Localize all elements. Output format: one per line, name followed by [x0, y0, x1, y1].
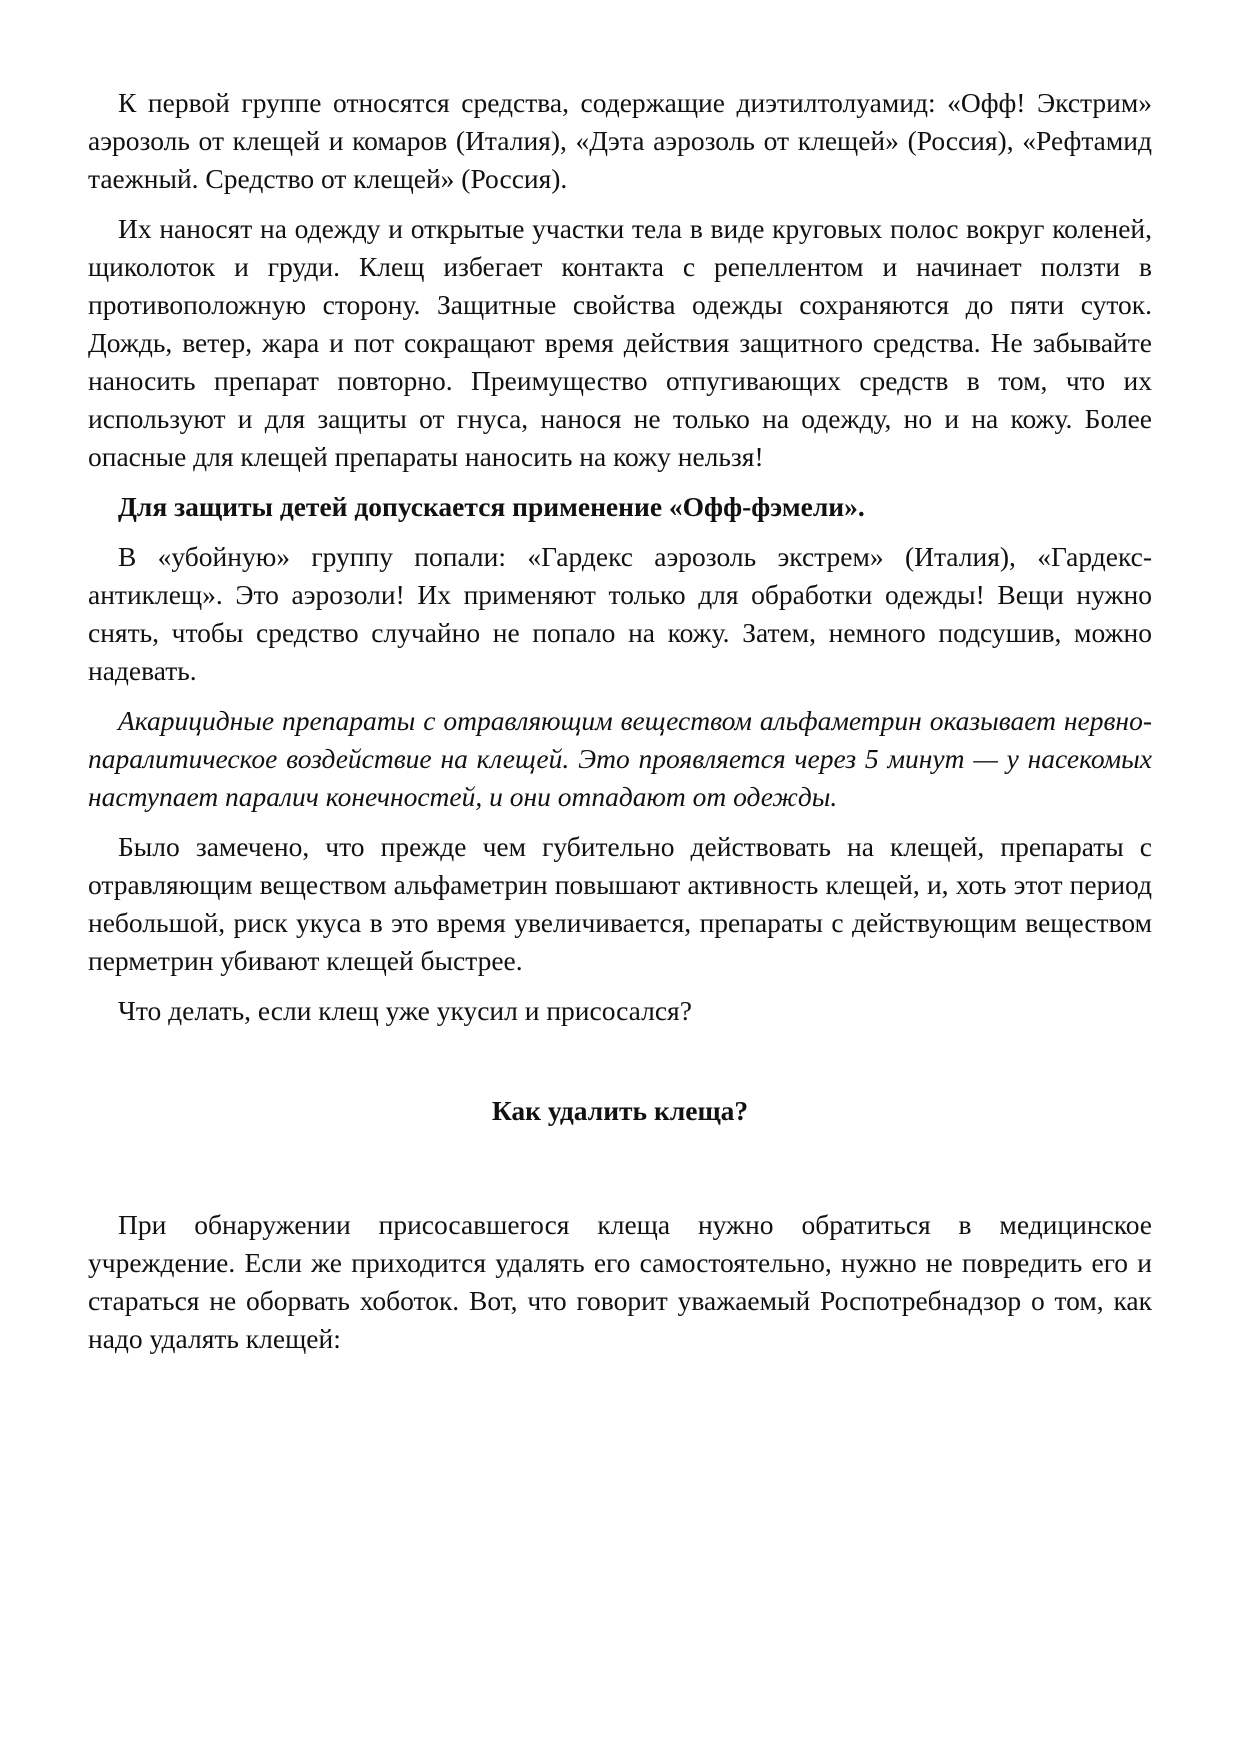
paragraph-acaricide-group: В «убойную» группу попали: «Гардекс аэрозоль экстрем» (Италия), «Гардекс-антиклещ». Это аэрозоли! Их применяют только для обработки одежды! Вещи нужно снять, чтобы средство случайно не попало на кожу. Затем, немного подсушив, можно надевать. — [88, 541, 1152, 686]
paragraph-question: Что делать, если клещ уже укусил и присосался? — [118, 995, 692, 1026]
document-page — [88, 84, 1152, 1370]
paragraph-application: Их наносят на одежду и открытые участки тела в виде круговых полос вокруг коленей, щиколоток и груди. Клещ избегает контакта с репеллентом и начинает ползти в противоположную сторону. Защитные свойства одежды сохраняются до пяти суток. Дождь, ветер, жара и пот сокращают время действия защитного средства. Не забывайте наносить препарат повторно. Преимущество отпугивающих средств в том, что их используют и для защиты от гнуса, нанося не только на одежду, но и на кожу. Более опасные для клещей препараты наносить на кожу нельзя! — [88, 213, 1152, 472]
paragraph-removal: При обнаружении присосавшегося клеща нужно обратиться в медицинское учреждение. Если же приходится удалять его самостоятельно, нужно не повредить его и стараться не оборвать хоботок. Вот, что говорит уважаемый Роспотребнадзор о том, как надо удалять клещей: — [88, 1209, 1152, 1354]
paragraph-observation: Было замечено, что прежде чем губительно действовать на клещей, препараты с отравляющим веществом альфаметрин повышают активность клещей, и, хоть этот период небольшой, риск укуса в это время увеличивается, препараты с действующим веществом перметрин убивают клещей быстрее. — [88, 831, 1152, 976]
paragraph-children-note: Для защиты детей допускается применение «Офф-фэмели». — [118, 491, 865, 522]
section-heading: Как удалить клеща? — [491, 1095, 749, 1126]
paragraph-deet-products: К первой группе относятся средства, содержащие диэтилтолуамид: «Офф! Экстрим» аэрозоль от клещей и комаров (Италия), «Дэта аэрозоль от клещей» (Россия), «Рефтамид таежный. Средство от клещей» (Россия). — [88, 87, 1152, 194]
paragraph-alphamethrin-effect: Акарицидные препараты с отравляющим веществом альфаметрин оказывает нервно-паралитическое воздействие на клещей. Это проявляется через 5 минут — у насекомых наступает паралич конечностей, и они отпадают от одежды. — [88, 705, 1152, 812]
